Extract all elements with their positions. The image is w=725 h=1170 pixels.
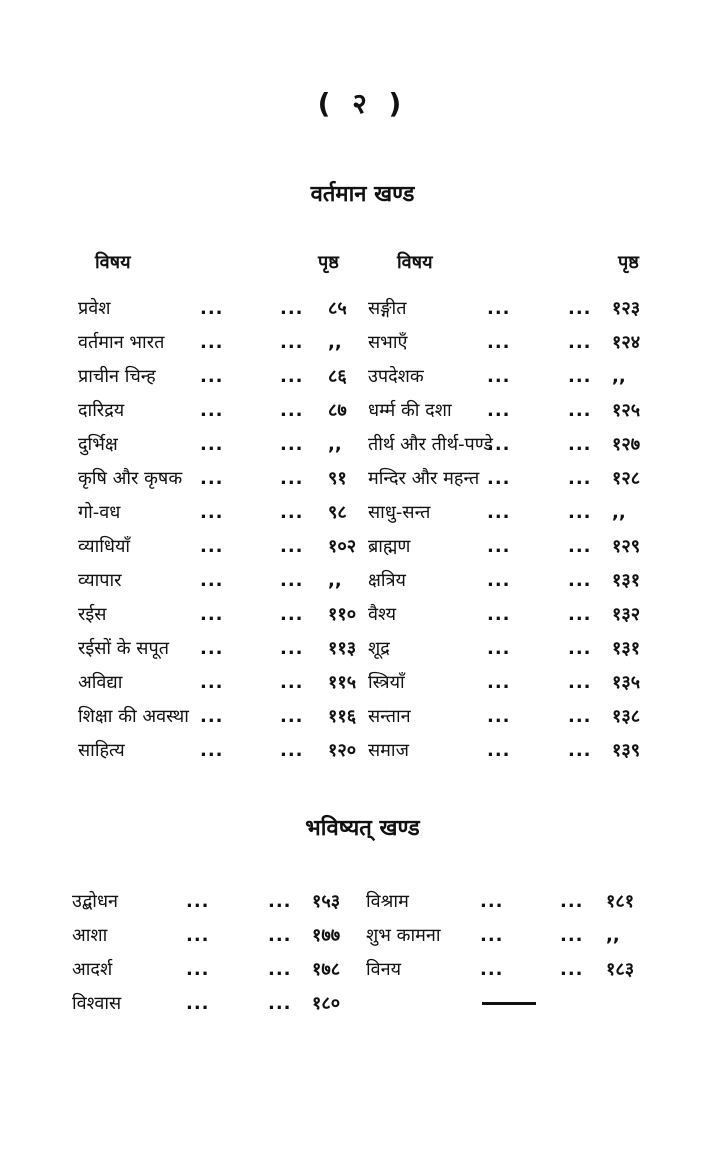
entry-page: ,, [612,502,626,523]
leader-dots: ... [280,366,304,387]
leader-dots: ... [568,536,592,557]
entry-page: १२० [328,740,357,761]
entry-subject: व्याधियाँ [78,536,131,557]
entry-subject: विश्वास [72,993,122,1014]
contents-entry [0,564,725,598]
contents-entry [0,496,725,530]
entry-subject: सङ्गीत [368,298,407,319]
entry-subject: प्रवेश [78,298,111,319]
entry-subject: कृषि और कृषक [78,468,183,489]
entry-page: ,, [328,434,342,455]
entry-subject: दारिद्रय [78,400,125,421]
leader-dots: ... [268,959,292,980]
contents-entry [0,885,725,919]
entry-subject: आदर्श [72,959,113,980]
entry-subject: समाज [368,740,409,761]
leader-dots: ... [568,604,592,625]
entry-page: ११३ [328,638,357,659]
entry-page: ,, [606,925,620,946]
column-header-subject-right: विषय [397,252,433,273]
column-header-page-right: पृष्ठ [618,252,639,273]
leader-dots: ... [487,434,511,455]
leader-dots: ... [200,468,224,489]
leader-dots: ... [568,468,592,489]
entry-page: १७८ [312,959,341,980]
leader-dots: ... [268,891,292,912]
section-title-future: भविष्यत् खण्ड [305,816,420,841]
contents-entry [0,360,725,394]
leader-dots: ... [568,366,592,387]
entry-subject: रईस [78,604,107,625]
entry-page: १८१ [606,891,635,912]
leader-dots: ... [200,536,224,557]
contents-entry [0,666,725,700]
contents-entry [0,734,725,768]
leader-dots: ... [487,706,511,727]
entry-page: ९१ [328,468,347,489]
entry-page: ८५ [328,298,347,319]
leader-dots: ... [200,298,224,319]
entry-page: ८६ [328,366,347,387]
leader-dots: ... [280,298,304,319]
leader-dots: ... [280,536,304,557]
leader-dots: ... [487,400,511,421]
entry-page: १७७ [312,925,341,946]
end-rule [482,1002,536,1005]
entry-page: १८० [312,993,341,1014]
leader-dots: ... [280,502,304,523]
entry-page: १३८ [612,706,641,727]
entry-subject: विनय [366,959,402,980]
leader-dots: ... [200,672,224,693]
leader-dots: ... [186,891,210,912]
contents-entry [0,326,725,360]
entry-subject: धर्म्म की दशा [368,400,452,421]
entry-page: १८३ [606,959,635,980]
entry-page: १५३ [312,891,341,912]
entry-subject: उपदेशक [368,366,424,387]
entry-subject: अविद्या [78,672,123,693]
leader-dots: ... [200,434,224,455]
leader-dots: ... [487,332,511,353]
leader-dots: ... [200,570,224,591]
leader-dots: ... [568,570,592,591]
leader-dots: ... [280,570,304,591]
entry-page: १२९ [612,536,641,557]
entry-page: ८७ [328,400,347,421]
entry-subject: रईसों के सपूत [78,638,169,659]
leader-dots: ... [268,925,292,946]
contents-entry [0,530,725,564]
entry-subject: गो-वध [78,502,121,523]
leader-dots: ... [487,604,511,625]
entry-page: १२४ [612,332,641,353]
leader-dots: ... [480,925,504,946]
entry-page: १०२ [328,536,357,557]
entry-subject: स्त्रियाँ [368,672,405,693]
leader-dots: ... [480,959,504,980]
leader-dots: ... [487,570,511,591]
contents-entry [0,632,725,666]
entry-page: ९८ [328,502,347,523]
leader-dots: ... [200,400,224,421]
leader-dots: ... [200,366,224,387]
leader-dots: ... [560,959,584,980]
entry-subject: प्राचीन चिन्ह [78,366,156,387]
leader-dots: ... [487,672,511,693]
leader-dots: ... [568,672,592,693]
entry-page: १३५ [612,672,641,693]
entry-subject: सभाएँ [368,332,408,353]
leader-dots: ... [568,706,592,727]
leader-dots: ... [200,332,224,353]
entry-subject: तीर्थ और तीर्थ-पण्डे [368,434,493,455]
contents-entry [0,953,725,987]
column-header-page-left: पृष्ठ [318,252,339,273]
leader-dots: ... [568,332,592,353]
leader-dots: ... [487,298,511,319]
leader-dots: ... [568,502,592,523]
leader-dots: ... [186,925,210,946]
leader-dots: ... [487,366,511,387]
entry-page: १२५ [612,400,641,421]
entry-subject: साधु-सन्त [368,502,431,523]
contents-entry [0,394,725,428]
leader-dots: ... [280,672,304,693]
page-number: ( २ ) [317,87,408,120]
entry-subject: विश्राम [366,891,409,912]
entry-subject: दुर्भिक्ष [78,434,118,455]
leader-dots: ... [560,891,584,912]
entry-subject: सन्तान [368,706,411,727]
entry-page: १२७ [612,434,641,455]
leader-dots: ... [487,740,511,761]
entry-page: १२३ [612,298,641,319]
entry-subject: आशा [72,925,108,946]
leader-dots: ... [280,740,304,761]
entry-page: ११० [328,604,357,625]
contents-entry [0,292,725,326]
entry-subject: व्यापार [78,570,122,591]
leader-dots: ... [186,959,210,980]
entry-subject: उद्बोधन [72,891,119,912]
entry-page: ११६ [328,706,357,727]
leader-dots: ... [568,638,592,659]
leader-dots: ... [186,993,210,1014]
entry-subject: वैश्य [368,604,397,625]
leader-dots: ... [280,706,304,727]
contents-entry [0,987,725,1021]
entry-subject: क्षत्रिय [368,570,406,591]
entry-page: १३१ [612,570,641,591]
entry-page: ११५ [328,672,357,693]
leader-dots: ... [280,468,304,489]
entry-subject: शुभ कामना [366,925,441,946]
contents-entry [0,428,725,462]
leader-dots: ... [200,706,224,727]
leader-dots: ... [200,604,224,625]
leader-dots: ... [487,638,511,659]
entry-page: ,, [328,332,342,353]
leader-dots: ... [568,298,592,319]
leader-dots: ... [568,740,592,761]
leader-dots: ... [280,638,304,659]
contents-entry [0,919,725,953]
leader-dots: ... [268,993,292,1014]
entry-subject: मन्दिर और महन्त [368,468,480,489]
contents-entry [0,598,725,632]
entry-page: १३९ [612,740,641,761]
entry-page: १२८ [612,468,641,489]
leader-dots: ... [560,925,584,946]
entry-subject: साहित्य [78,740,125,761]
leader-dots: ... [568,434,592,455]
leader-dots: ... [487,536,511,557]
entry-subject: वर्तमान भारत [78,332,165,353]
leader-dots: ... [568,400,592,421]
leader-dots: ... [280,400,304,421]
entry-subject: शिक्षा की अवस्था [78,706,189,727]
contents-entry [0,700,725,734]
leader-dots: ... [280,434,304,455]
leader-dots: ... [487,468,511,489]
entry-page: १३२ [612,604,641,625]
entry-page: १३१ [612,638,641,659]
leader-dots: ... [280,332,304,353]
leader-dots: ... [280,604,304,625]
contents-entry [0,462,725,496]
leader-dots: ... [480,891,504,912]
entry-subject: ब्राह्मण [368,536,411,557]
entry-page: ,, [328,570,342,591]
section-title-current: वर्तमान खण्ड [310,182,415,207]
leader-dots: ... [200,502,224,523]
entry-page: ,, [612,366,626,387]
leader-dots: ... [200,740,224,761]
column-header-subject-left: विषय [95,252,131,273]
leader-dots: ... [487,502,511,523]
entry-subject: शूद्र [368,638,390,659]
leader-dots: ... [200,638,224,659]
